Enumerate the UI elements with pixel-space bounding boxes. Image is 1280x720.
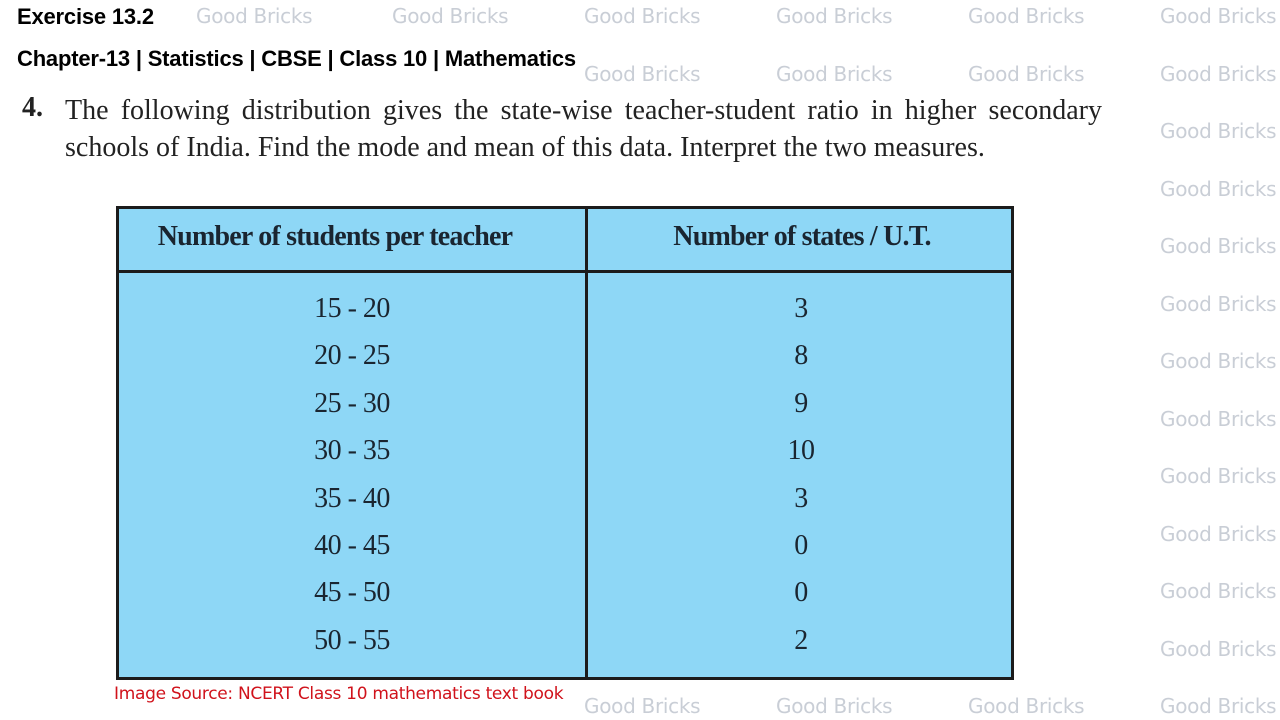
watermark-text: Good Bricks bbox=[1160, 579, 1277, 603]
watermark-text: Good Bricks bbox=[1160, 119, 1277, 143]
frequency-table bbox=[116, 206, 1014, 680]
watermark-text: Good Bricks bbox=[584, 61, 701, 86]
watermark-text: Good Bricks bbox=[776, 61, 893, 86]
class-interval-cell: 50 - 55 bbox=[314, 624, 390, 656]
watermark-text: Good Bricks bbox=[968, 61, 1085, 86]
watermark-text: Good Bricks bbox=[1160, 61, 1277, 86]
exercise-title: Exercise 13.2 bbox=[17, 4, 154, 29]
class-interval-cell: 40 - 45 bbox=[314, 530, 390, 561]
class-interval-cell: 30 - 35 bbox=[314, 435, 390, 467]
frequency-cell: 8 bbox=[794, 340, 808, 372]
watermark-text: Good Bricks bbox=[196, 4, 313, 28]
column-header-number-of-states: Number of states / U.T. bbox=[673, 221, 931, 252]
class-interval-cell: 20 - 25 bbox=[314, 340, 390, 372]
watermark-text: Good Bricks bbox=[584, 694, 701, 718]
watermark-text: Good Bricks bbox=[584, 4, 701, 28]
frequency-cell: 3 bbox=[794, 293, 808, 324]
watermark-text: Good Bricks bbox=[1160, 234, 1277, 258]
header-divider bbox=[119, 270, 1011, 273]
question-number: 4. bbox=[22, 92, 43, 123]
frequency-cell: 0 bbox=[794, 530, 808, 561]
watermark-text: Good Bricks bbox=[776, 694, 893, 718]
class-interval-cell: 25 - 30 bbox=[314, 387, 390, 419]
class-interval-cell: 15 - 20 bbox=[314, 293, 390, 324]
frequency-cell: 3 bbox=[794, 482, 808, 514]
watermark-text: Good Bricks bbox=[776, 4, 893, 28]
class-interval-cell: 45 - 50 bbox=[314, 577, 390, 609]
watermark-text: Good Bricks bbox=[392, 4, 509, 28]
frequency-cell: 9 bbox=[794, 387, 808, 419]
watermark-text: Good Bricks bbox=[1160, 636, 1277, 661]
column-header-students-per-teacher: Number of students per teacher bbox=[157, 221, 513, 252]
watermark-text: Good Bricks bbox=[968, 4, 1085, 28]
watermark-text: Good Bricks bbox=[1160, 291, 1277, 316]
watermark-text: Good Bricks bbox=[1160, 406, 1277, 431]
watermark-text: Good Bricks bbox=[1160, 694, 1277, 718]
frequency-cell: 10 bbox=[787, 435, 815, 467]
watermark-text: Good Bricks bbox=[1160, 464, 1277, 488]
chapter-subtitle: Chapter-13 | Statistics | CBSE | Class 10 | Mathematics bbox=[17, 46, 576, 71]
watermark-text: Good Bricks bbox=[1160, 349, 1277, 373]
watermark-text: Good Bricks bbox=[1160, 4, 1277, 28]
frequency-cell: 2 bbox=[794, 624, 808, 656]
frequency-cell: 0 bbox=[794, 577, 808, 609]
watermark-text: Good Bricks bbox=[1160, 176, 1277, 201]
image-source-note: Image Source: NCERT Class 10 mathematics text book bbox=[114, 684, 564, 704]
question-text: The following distribution gives the state-wise teacher-student ratio in higher secondary schools of India. Find the mode and mean of this data. Interpret the two measures. bbox=[65, 95, 1102, 163]
class-interval-cell: 35 - 40 bbox=[314, 482, 390, 514]
watermark-text: Good Bricks bbox=[968, 694, 1085, 718]
watermark-text: Good Bricks bbox=[1160, 521, 1277, 546]
question-block bbox=[0, 90, 1110, 200]
